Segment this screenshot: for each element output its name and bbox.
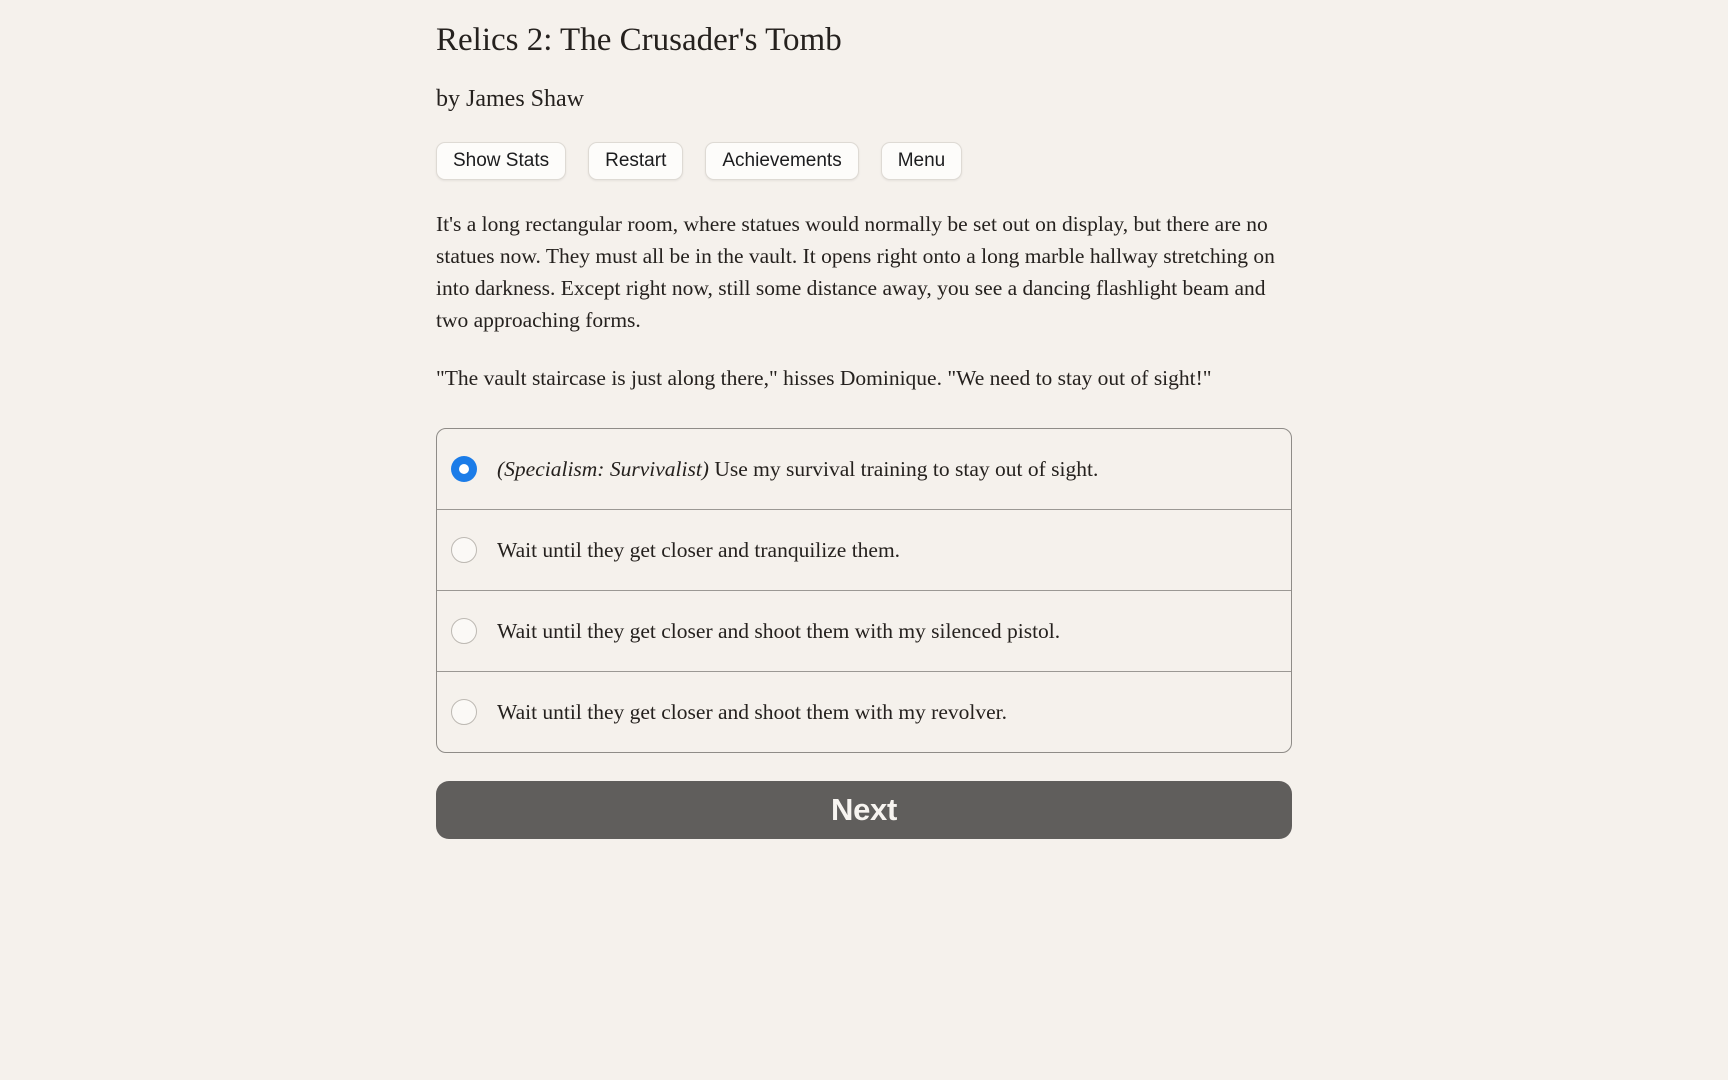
next-button[interactable]: Next — [436, 781, 1292, 839]
choice-option-specialism: (Specialism: Survivalist) — [497, 457, 709, 481]
game-menu-bar — [436, 142, 1292, 180]
choice-option-label — [497, 454, 1118, 484]
choice-option-text: Wait until they get closer and tranquilize them. — [497, 538, 901, 562]
story-paragraph: "The vault staircase is just along there," hisses Dominique. "We need to stay out of sight!" — [436, 366, 1212, 390]
choice-list — [436, 428, 1292, 753]
show-stats-button[interactable]: Show Stats — [436, 142, 566, 180]
menu-button[interactable]: Menu — [881, 142, 963, 180]
achievements-button[interactable]: Achievements — [705, 142, 858, 180]
choice-option-survivalist[interactable] — [437, 429, 1291, 510]
content-column — [436, 0, 1292, 839]
choice-option-revolver[interactable] — [437, 672, 1291, 752]
radio-button[interactable] — [451, 699, 477, 725]
choice-option-text: Wait until they get closer and shoot them with my revolver. — [497, 700, 1007, 724]
choice-option-text: Use my survival training to stay out of sight. — [714, 457, 1099, 481]
radio-button[interactable] — [451, 456, 477, 482]
choice-option-text: Wait until they get closer and shoot them with my silenced pistol. — [497, 619, 1061, 643]
choice-option-silenced-pistol[interactable] — [437, 591, 1291, 672]
radio-button[interactable] — [451, 537, 477, 563]
page-title: Relics 2: The Crusader's Tomb — [436, 22, 842, 58]
choice-option-tranquilize[interactable] — [437, 510, 1291, 591]
author-byline: by James Shaw — [436, 86, 584, 112]
radio-button[interactable] — [451, 618, 477, 644]
restart-button[interactable]: Restart — [588, 142, 683, 180]
story-paragraph: It's a long rectangular room, where statues would normally be set out on display, but there are no statues now. They must all be in the vault. It opens right onto a long marble hallway stretching on into darkness. Except right now, still some distance away, you see a dancing flashlight beam and two approaching forms. — [436, 212, 1275, 332]
